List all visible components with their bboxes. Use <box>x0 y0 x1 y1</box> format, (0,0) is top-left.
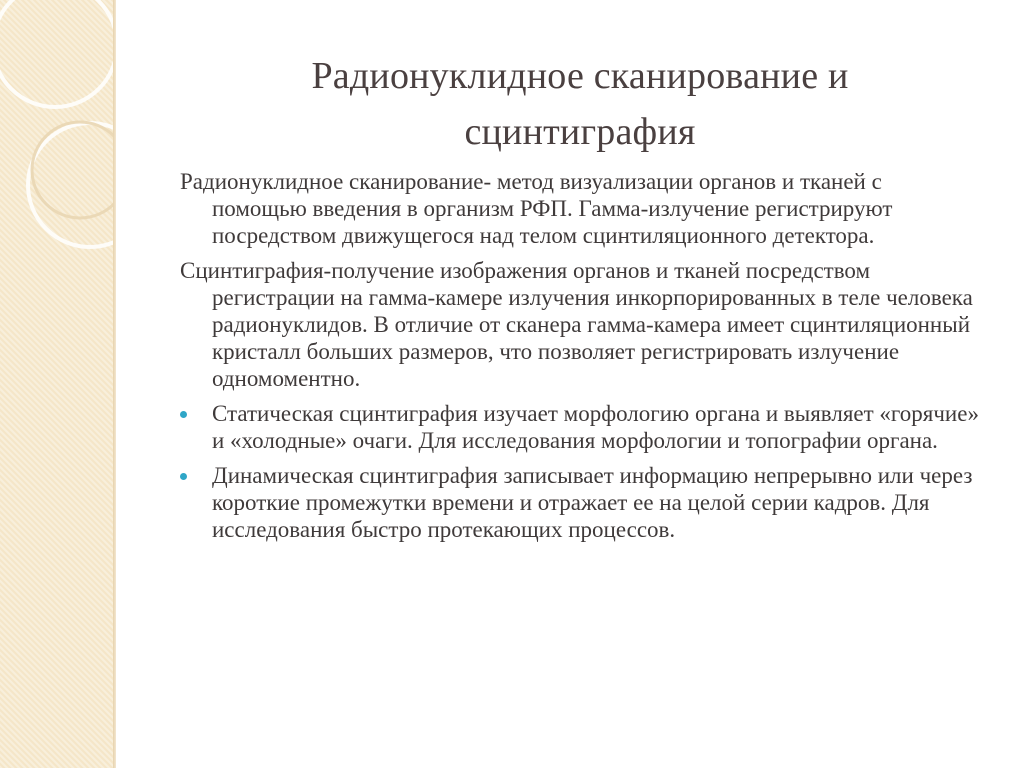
list-item-static-scintigraphy <box>180 400 980 454</box>
list-item-dynamic-scintigraphy <box>180 462 980 543</box>
paragraph-scanning-definition: Радионуклидное сканирование- метод визуализации органов и тканей с помощью введения в организм РФП. Гамма-излучение регистрируют посредством движущегося над телом сцинтиляционного детектора. <box>180 169 893 248</box>
decorative-circles <box>0 0 113 768</box>
decor-circle-inner <box>32 122 113 218</box>
bullet-icon <box>180 473 187 480</box>
decorative-side-panel <box>0 0 113 768</box>
side-panel-edge <box>113 0 116 768</box>
slide-title <box>180 48 980 160</box>
slide-title-line-1: Радионуклидное сканирование и <box>311 55 849 97</box>
decor-circle-top <box>0 0 113 107</box>
list-item-text: Динамическая сцинтиграфия записывает информацию непрерывно или через короткие промежутки времени и отражает ее на целой серии кадров. Для исследования быстро протекающих процессов. <box>212 463 973 542</box>
list-item-text: Статическая сцинтиграфия изучает морфологию органа и выявляет «горячие» и «холодные» очаги. Для исследования морфологии и топографии органа. <box>212 401 979 453</box>
paragraph-scintigraphy-definition: Сцинтиграфия-получение изображения органов и тканей посредством регистрации на гамма-камере излучения инкорпорированных в теле человека радионуклидов. В отличие от сканера гамма-камера имеет сцинтиляционный кристалл больших размеров, что позволяет регистрировать излучение одномоментно. <box>180 258 973 391</box>
bullet-icon <box>180 411 187 418</box>
slide-title-line-2: сцинтиграфия <box>464 111 696 153</box>
slide-body <box>180 168 980 551</box>
